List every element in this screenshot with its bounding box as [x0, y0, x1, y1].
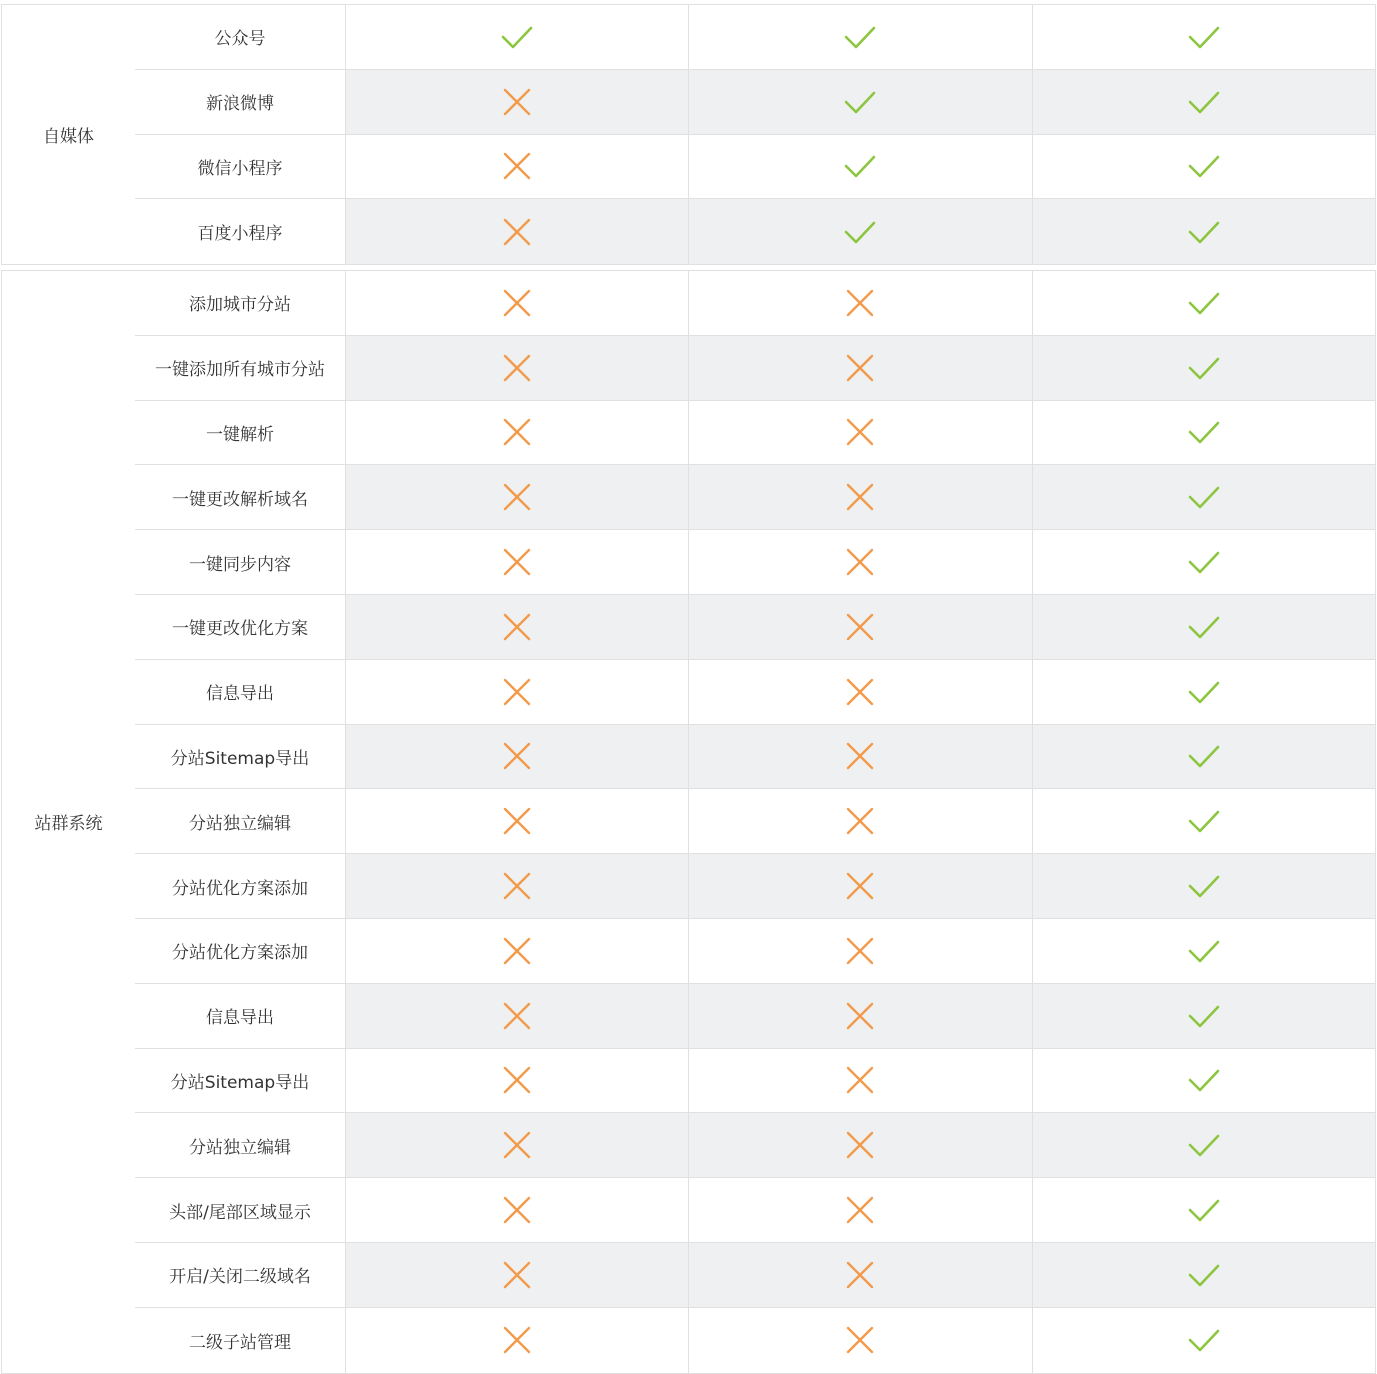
cross-icon — [500, 1323, 534, 1357]
status-cell — [1033, 789, 1375, 853]
status-cell — [689, 1178, 1032, 1242]
check-icon — [1187, 999, 1221, 1033]
cross-icon — [500, 675, 534, 709]
check-icon — [1187, 804, 1221, 838]
cross-icon — [500, 1193, 534, 1227]
cross-icon — [500, 415, 534, 449]
table-row — [135, 530, 1375, 595]
cross-icon — [843, 1128, 877, 1162]
status-cell — [689, 595, 1032, 659]
table-row — [135, 135, 1375, 200]
feature-name: 信息导出 — [135, 660, 346, 724]
cross-icon — [500, 149, 534, 183]
check-icon — [1187, 1323, 1221, 1357]
table-row — [135, 660, 1375, 725]
table-row — [135, 595, 1375, 660]
status-cell — [1033, 336, 1375, 400]
cross-icon — [843, 869, 877, 903]
status-cell — [689, 5, 1032, 69]
cross-icon — [500, 804, 534, 838]
cross-icon — [843, 675, 877, 709]
cross-icon — [843, 545, 877, 579]
check-icon — [843, 85, 877, 119]
cross-icon — [843, 999, 877, 1033]
status-cell — [346, 70, 689, 134]
status-cell — [1033, 1243, 1375, 1307]
table-row — [135, 336, 1375, 401]
feature-name: 一键添加所有城市分站 — [135, 336, 346, 400]
status-cell — [346, 789, 689, 853]
check-icon — [1187, 545, 1221, 579]
table-row — [135, 1243, 1375, 1308]
table-row — [135, 5, 1375, 70]
feature-name: 一键同步内容 — [135, 530, 346, 594]
feature-name: 百度小程序 — [135, 199, 346, 264]
status-cell — [346, 271, 689, 335]
cross-icon — [500, 1063, 534, 1097]
status-cell — [1033, 725, 1375, 789]
cross-icon — [843, 286, 877, 320]
status-cell — [346, 660, 689, 724]
table-row — [135, 1113, 1375, 1178]
status-cell — [689, 401, 1032, 465]
status-cell — [346, 984, 689, 1048]
section-label: 自媒体 — [2, 5, 136, 264]
cross-icon — [500, 480, 534, 514]
feature-name: 二级子站管理 — [135, 1308, 346, 1373]
status-cell — [689, 660, 1032, 724]
status-cell — [346, 595, 689, 659]
check-icon — [1187, 934, 1221, 968]
cross-icon — [843, 1063, 877, 1097]
status-cell — [689, 1243, 1032, 1307]
check-icon — [1187, 20, 1221, 54]
feature-name: 新浪微博 — [135, 70, 346, 134]
status-cell — [346, 1178, 689, 1242]
status-cell — [689, 1049, 1032, 1113]
status-cell — [1033, 595, 1375, 659]
status-cell — [1033, 465, 1375, 529]
status-cell — [1033, 984, 1375, 1048]
status-cell — [1033, 1049, 1375, 1113]
feature-name: 一键更改解析域名 — [135, 465, 346, 529]
status-cell — [1033, 919, 1375, 983]
feature-name: 分站Sitemap导出 — [135, 1049, 346, 1113]
table-row — [135, 401, 1375, 466]
cross-icon — [843, 1323, 877, 1357]
check-icon — [500, 20, 534, 54]
status-cell — [1033, 530, 1375, 594]
status-cell — [689, 854, 1032, 918]
cross-icon — [843, 934, 877, 968]
table-row — [135, 984, 1375, 1049]
status-cell — [346, 1113, 689, 1177]
check-icon — [1187, 869, 1221, 903]
cross-icon — [843, 739, 877, 773]
section-rows — [135, 5, 1375, 264]
status-cell — [1033, 401, 1375, 465]
check-icon — [1187, 1258, 1221, 1292]
cross-icon — [500, 999, 534, 1033]
feature-name: 信息导出 — [135, 984, 346, 1048]
table-row — [135, 1049, 1375, 1114]
table-row — [135, 199, 1375, 264]
feature-name: 添加城市分站 — [135, 271, 346, 335]
feature-name: 分站优化方案添加 — [135, 854, 346, 918]
cross-icon — [843, 415, 877, 449]
feature-name: 分站Sitemap导出 — [135, 725, 346, 789]
cross-icon — [500, 934, 534, 968]
status-cell — [1033, 854, 1375, 918]
status-cell — [346, 854, 689, 918]
check-icon — [1187, 610, 1221, 644]
cross-icon — [500, 869, 534, 903]
status-cell — [346, 1243, 689, 1307]
feature-name: 一键更改优化方案 — [135, 595, 346, 659]
table-row — [135, 854, 1375, 919]
status-cell — [689, 1308, 1032, 1373]
check-icon — [1187, 415, 1221, 449]
cross-icon — [843, 610, 877, 644]
feature-name: 头部/尾部区域显示 — [135, 1178, 346, 1242]
table-row — [135, 725, 1375, 790]
check-icon — [1187, 1063, 1221, 1097]
status-cell — [689, 70, 1032, 134]
status-cell — [689, 199, 1032, 264]
table-row — [135, 271, 1375, 336]
status-cell — [1033, 199, 1375, 264]
feature-name: 开启/关闭二级域名 — [135, 1243, 346, 1307]
status-cell — [346, 135, 689, 199]
feature-name: 一键解析 — [135, 401, 346, 465]
table-section — [1, 4, 1376, 265]
feature-name: 分站优化方案添加 — [135, 919, 346, 983]
status-cell — [346, 336, 689, 400]
table-row — [135, 70, 1375, 135]
cross-icon — [500, 351, 534, 385]
status-cell — [689, 1113, 1032, 1177]
status-cell — [689, 725, 1032, 789]
cross-icon — [500, 610, 534, 644]
status-cell — [1033, 1113, 1375, 1177]
feature-name: 微信小程序 — [135, 135, 346, 199]
status-cell — [1033, 70, 1375, 134]
check-icon — [843, 149, 877, 183]
status-cell — [1033, 271, 1375, 335]
cross-icon — [500, 85, 534, 119]
status-cell — [1033, 1178, 1375, 1242]
table-row — [135, 1308, 1375, 1373]
status-cell — [1033, 5, 1375, 69]
status-cell — [689, 135, 1032, 199]
status-cell — [689, 271, 1032, 335]
table-row — [135, 465, 1375, 530]
status-cell — [689, 530, 1032, 594]
status-cell — [346, 919, 689, 983]
cross-icon — [500, 545, 534, 579]
table-section — [1, 270, 1376, 1374]
status-cell — [346, 5, 689, 69]
status-cell — [689, 919, 1032, 983]
section-rows — [135, 271, 1375, 1373]
feature-name: 分站独立编辑 — [135, 1113, 346, 1177]
cross-icon — [843, 1258, 877, 1292]
cross-icon — [500, 1128, 534, 1162]
status-cell — [689, 465, 1032, 529]
check-icon — [1187, 286, 1221, 320]
status-cell — [346, 199, 689, 264]
check-icon — [1187, 739, 1221, 773]
check-icon — [1187, 351, 1221, 385]
check-icon — [843, 215, 877, 249]
cross-icon — [843, 480, 877, 514]
check-icon — [1187, 1193, 1221, 1227]
status-cell — [346, 401, 689, 465]
table-row — [135, 919, 1375, 984]
cross-icon — [500, 739, 534, 773]
cross-icon — [843, 1193, 877, 1227]
feature-name: 公众号 — [135, 5, 346, 69]
table-row — [135, 789, 1375, 854]
check-icon — [1187, 1128, 1221, 1162]
section-label: 站群系统 — [2, 271, 136, 1373]
status-cell — [1033, 660, 1375, 724]
cross-icon — [500, 215, 534, 249]
status-cell — [346, 1308, 689, 1373]
table-row — [135, 1178, 1375, 1243]
check-icon — [1187, 675, 1221, 709]
status-cell — [346, 465, 689, 529]
status-cell — [689, 984, 1032, 1048]
feature-name: 分站独立编辑 — [135, 789, 346, 853]
check-icon — [843, 20, 877, 54]
status-cell — [689, 336, 1032, 400]
status-cell — [1033, 135, 1375, 199]
status-cell — [689, 789, 1032, 853]
cross-icon — [500, 286, 534, 320]
status-cell — [346, 725, 689, 789]
check-icon — [1187, 85, 1221, 119]
status-cell — [346, 530, 689, 594]
cross-icon — [843, 804, 877, 838]
check-icon — [1187, 149, 1221, 183]
status-cell — [1033, 1308, 1375, 1373]
cross-icon — [500, 1258, 534, 1292]
check-icon — [1187, 215, 1221, 249]
check-icon — [1187, 480, 1221, 514]
status-cell — [346, 1049, 689, 1113]
cross-icon — [843, 351, 877, 385]
